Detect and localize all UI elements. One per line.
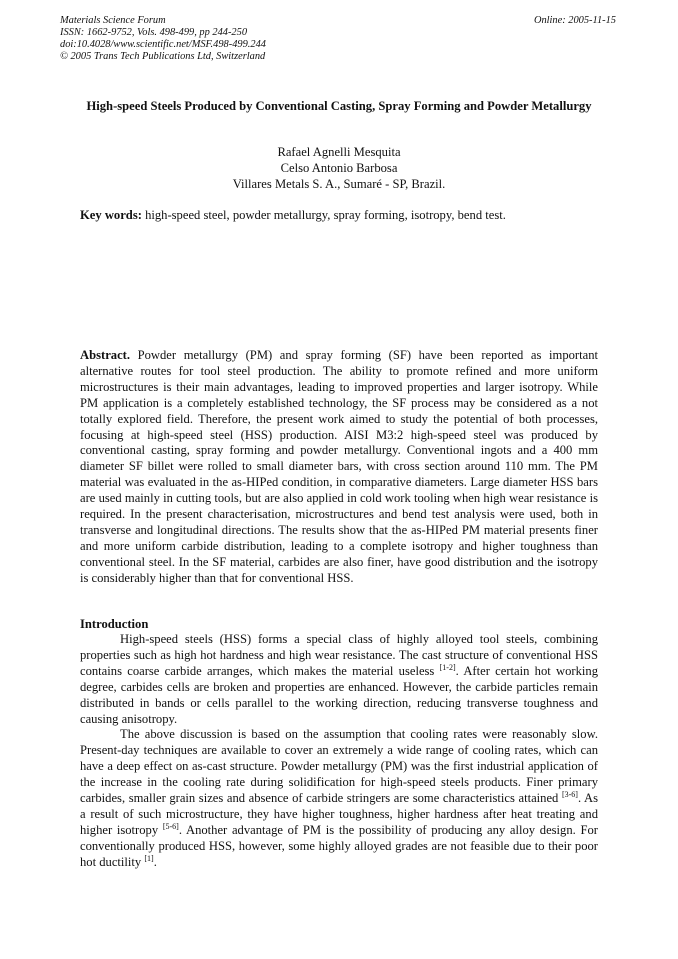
author-name: Rafael Agnelli Mesquita	[277, 145, 401, 159]
doi-line: doi:10.4028/www.scientific.net/MSF.498-499.244	[60, 39, 266, 50]
section-heading-introduction: Introduction	[80, 617, 149, 631]
paragraph-text: . Another advantage of PM is the possibility of producing any alloy design. For conventionally produced HSS, however, some highly alloyed grades are not feasible due to their poor hot ductility	[80, 822, 598, 869]
paragraph-text: High-speed steels (HSS) forms a special class of highly alloyed tool steels, combining properties such as high hot hardness and high wear resistance. The cast structure of conventional HSS contains coarse carbide arranges, which makes the material useless	[80, 632, 598, 678]
intro-paragraph-1	[80, 632, 598, 727]
keywords-text: high-speed steel, powder metallurgy, spray forming, isotropy, bend test.	[141, 208, 506, 222]
author-affiliation: Villares Metals S. A., Sumaré - SP, Brazil.	[232, 177, 446, 191]
abstract-text: Powder metallurgy (PM) and spray forming (SF) have been reported as important alternative routes for tool steel production. The ability to promote refined and more uniform microstructures is their main advantages, leading to improved properties and larger isotropy. While PM application is a completely established technology, the SF process may be considered as a not totally explored field. Therefore, the present work aimed to study the potential of both processes, focusing at high-speed steel (HSS) production. AISI M3:2 high-speed steel was produced by conventional casting, spray forming and powder metallurgy. Conventional ingots and a 400 mm diameter SF billet were rolled to small diameter bars, with cross section around 110 mm. The PM material was evaluated in the as-HIPed condition, in comparative diameters. Large diameter HSS bars are used mainly in cutting tools, but are also applied in cold work tooling when high wear resistance is required. In the present characterisation, microstructures and bend test analysis were used, both in transverse and longitudinal directions. The results show that the as-HIPed PM material presents finer and more uniform carbide distribution, leading to a complete isotropy and higher toughness than conventional steel. In the SF material, carbides are also finer, have good distribution and the isotropy is considerably higher than that for conventional HSS.	[80, 348, 598, 585]
online-date: Online: 2005-11-15	[533, 15, 616, 26]
introduction-body	[80, 632, 598, 871]
copyright-line: © 2005 Trans Tech Publications Ltd, Switzerland	[60, 51, 266, 62]
paragraph-text: .	[153, 854, 157, 869]
citation: [1-2]	[439, 662, 456, 672]
journal-header	[60, 15, 616, 63]
abstract	[80, 348, 598, 587]
keywords-label: Key words:	[80, 208, 142, 222]
paragraph-text: . As a result of such microstructure, they have higher toughness, higher hardness after heat treating and higher isotropy	[80, 791, 598, 837]
issn-line: ISSN: 1662-9752, Vols. 498-499, pp 244-250	[60, 27, 248, 38]
keywords	[80, 207, 598, 223]
citation: [3-6]	[561, 790, 578, 800]
paper-title: High-speed Steels Produced by Conventional Casting, Spray Forming and Powder Metallurgy	[86, 99, 592, 113]
citation: [1]	[144, 853, 154, 863]
abstract-label: Abstract.	[80, 348, 131, 362]
paragraph-text: The above discussion is based on the assumption that cooling rates were reasonably slow. Present-day techniques are available to cover an extremely a wide range of cooling rates, which can have a deep effect on as-cast structure. Powder metallurgy (PM) was the first industrial application of the increase in the cooling rate during solidification for high-speed steels products. Finer primary carbides, smaller grain sizes and absence of carbide stringers are some characteristics attained	[80, 727, 598, 806]
intro-paragraph-2	[80, 727, 598, 870]
journal-name: Materials Science Forum	[60, 15, 166, 26]
citation: [5-6]	[162, 821, 179, 831]
paragraph-text: . After certain hot working degree, carbides cells are broken and properties are enhanced. However, the carbide particles remain distributed in bands or cells parallel to the working direction, reducing transverse toughness and causing anisotropy.	[80, 663, 599, 726]
author-block	[80, 144, 598, 192]
author-name: Celso Antonio Barbosa	[280, 161, 398, 175]
